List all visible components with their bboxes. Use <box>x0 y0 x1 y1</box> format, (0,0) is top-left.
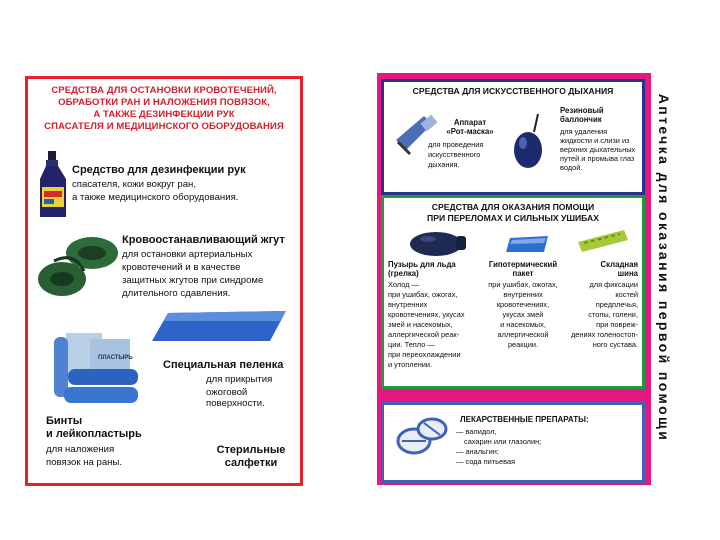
bulb-heading <box>560 106 604 125</box>
bulb-line: верхних дыхательных <box>560 145 636 154</box>
side-title: Аптечка для оказания первой помощи <box>656 93 672 443</box>
wipes-heading-line: Стерильные <box>216 444 286 456</box>
bulb-heading-line: Резиновый <box>560 106 604 115</box>
hypothermic-pack-image <box>504 234 552 254</box>
tourniquet-line: для остановки артериальных <box>122 249 253 260</box>
ice-bag-image <box>406 228 468 258</box>
splint-line: дениях голеностоп- <box>570 330 638 339</box>
pills-image <box>394 411 450 459</box>
splint-line: предплечья, <box>595 300 638 309</box>
fractures-title-line: ПРИ ПЕРЕЛОМАХ И СИЛЬНЫХ УШИБАХ <box>427 212 599 223</box>
ice-line: и утоплении. <box>388 360 433 369</box>
breathing-box <box>381 79 645 195</box>
disinfectant-bottle-image <box>36 151 70 219</box>
bulb-heading-line: баллончик <box>560 115 602 125</box>
splint-heading-line: шина <box>617 269 638 279</box>
mask-line: дыхания. <box>428 160 460 169</box>
hypo-line: укусах змей <box>502 310 544 319</box>
ice-line: змей и насекомых, <box>388 320 453 329</box>
disinfectant-heading: Средство для дезинфекции рук <box>72 164 246 176</box>
plaster-label: ПЛАСТЫРЬ <box>98 355 133 361</box>
meds-title: ЛЕКАРСТВЕННЫЕ ПРЕПАРАТЫ: <box>460 415 589 424</box>
hypo-line: кровотечениях, <box>496 300 550 309</box>
title-line: ОБРАБОТКИ РАН И НАЛОЖЕНИЯ ПОВЯЗОК, <box>58 96 270 108</box>
fractures-title-line: СРЕДСТВА ДЛЯ ОКАЗАНИЯ ПОМОЩИ <box>431 202 595 212</box>
tourniquet-heading: Кровоостанавливающий жгут <box>122 234 285 246</box>
bandages-heading <box>46 415 142 440</box>
ice-line: Холод — <box>388 280 419 289</box>
wipes-heading <box>214 444 288 469</box>
bulb-line: для удаления <box>560 127 608 136</box>
splint-image <box>574 228 632 254</box>
hypo-heading <box>480 260 566 279</box>
left-panel-title <box>28 85 300 133</box>
splint-line: для фиксации <box>589 280 638 289</box>
tourniquet-line: защитных жгутов при синдроме <box>122 275 264 286</box>
tourniquet-line: длительного сдавления. <box>122 288 231 299</box>
sheet-line: для прикрытия <box>206 374 273 385</box>
hypo-line: внутренних <box>503 290 543 299</box>
hypo-line: аллергической <box>497 330 549 339</box>
splint-heading-line: Складная <box>600 260 638 269</box>
splint-line: ного сустава. <box>592 340 638 349</box>
bandages-heading-line: Бинты <box>46 415 83 427</box>
splint-line: стопы, голени, <box>588 310 638 319</box>
mask-line: для проведения <box>428 140 484 149</box>
wipes-heading-line: салфетки <box>224 456 278 469</box>
meds-item: — валидол, <box>456 427 497 436</box>
sheet-line: ожоговой поверхности. <box>206 387 265 410</box>
mask-heading-line: «Рот-маска» <box>446 127 494 137</box>
sheet-heading: Специальная пеленка <box>163 359 284 371</box>
mask-line: искусственного <box>428 150 481 159</box>
hypo-line: и насекомых, <box>500 320 546 329</box>
splint-heading <box>570 260 638 279</box>
medicines-box <box>381 402 645 483</box>
splint-line: при повреж- <box>596 320 638 329</box>
rubber-bulb-image <box>512 112 552 172</box>
ice-line: кровотечениях, укусах <box>388 310 465 319</box>
disinfectant-line: спасателя, кожи вокруг ран, <box>72 179 196 190</box>
meds-item: — сода питьевая <box>456 457 516 466</box>
ice-line: при ушибах, ожогах, <box>388 290 458 299</box>
breathing-title: СРЕДСТВА ДЛЯ ИСКУССТВЕННОГО ДЫХАНИЯ <box>412 86 614 96</box>
hypo-heading-line: Гипотермический <box>488 260 558 269</box>
ice-heading <box>388 260 456 279</box>
ice-heading-line: (грелка) <box>388 269 419 279</box>
bandages-line: повязок на раны. <box>46 457 123 468</box>
meds-item: — анальгин; <box>456 447 499 456</box>
title-line: СРЕДСТВА ДЛЯ ОСТАНОВКИ КРОВОТЕЧЕНИЙ, <box>51 85 277 96</box>
tourniquet-image <box>34 231 124 301</box>
right-column <box>377 73 651 485</box>
mask-heading-line: Аппарат <box>453 118 487 127</box>
bleeding-and-wounds-panel <box>25 76 303 486</box>
hypo-line: реакции. <box>507 340 539 349</box>
title-line: СПАСАТЕЛЯ И МЕДИЦИНСКОГО ОБОРУДОВАНИЯ <box>44 120 284 132</box>
ice-line: внутренних <box>388 300 428 309</box>
ice-line: ции. Тепло — <box>388 340 435 349</box>
bandages-line: для наложения <box>46 444 115 455</box>
bulb-line: жидкости и слизи из <box>560 136 630 145</box>
burn-sheet-image <box>150 307 290 345</box>
splint-line: костей <box>615 290 638 299</box>
title-line: А ТАКЖЕ ДЕЗИНФЕКЦИИ РУК <box>93 108 235 120</box>
hypo-line: при ушибах, ожогах, <box>488 280 558 289</box>
ice-line: аллергической реак- <box>388 330 460 339</box>
bulb-line: путей и промыва глаз <box>560 154 635 163</box>
fractures-box <box>381 195 645 389</box>
tourniquet-line: кровотечений и в качестве <box>122 262 241 273</box>
bandages-heading-line: и лейкопластырь <box>46 427 142 440</box>
bandages-image <box>50 329 140 407</box>
bulb-line: водой. <box>560 163 583 172</box>
mask-heading <box>442 118 498 137</box>
hypo-heading-line: пакет <box>512 269 534 279</box>
side-title-strip <box>652 52 676 484</box>
ice-heading-line: Пузырь для льда <box>388 260 456 269</box>
ice-line: при переохлаждении <box>388 350 461 359</box>
fractures-title <box>384 202 642 223</box>
meds-item: сахарин или глазолин; <box>464 437 542 446</box>
disinfectant-line: а также медицинского оборудования. <box>72 192 239 203</box>
